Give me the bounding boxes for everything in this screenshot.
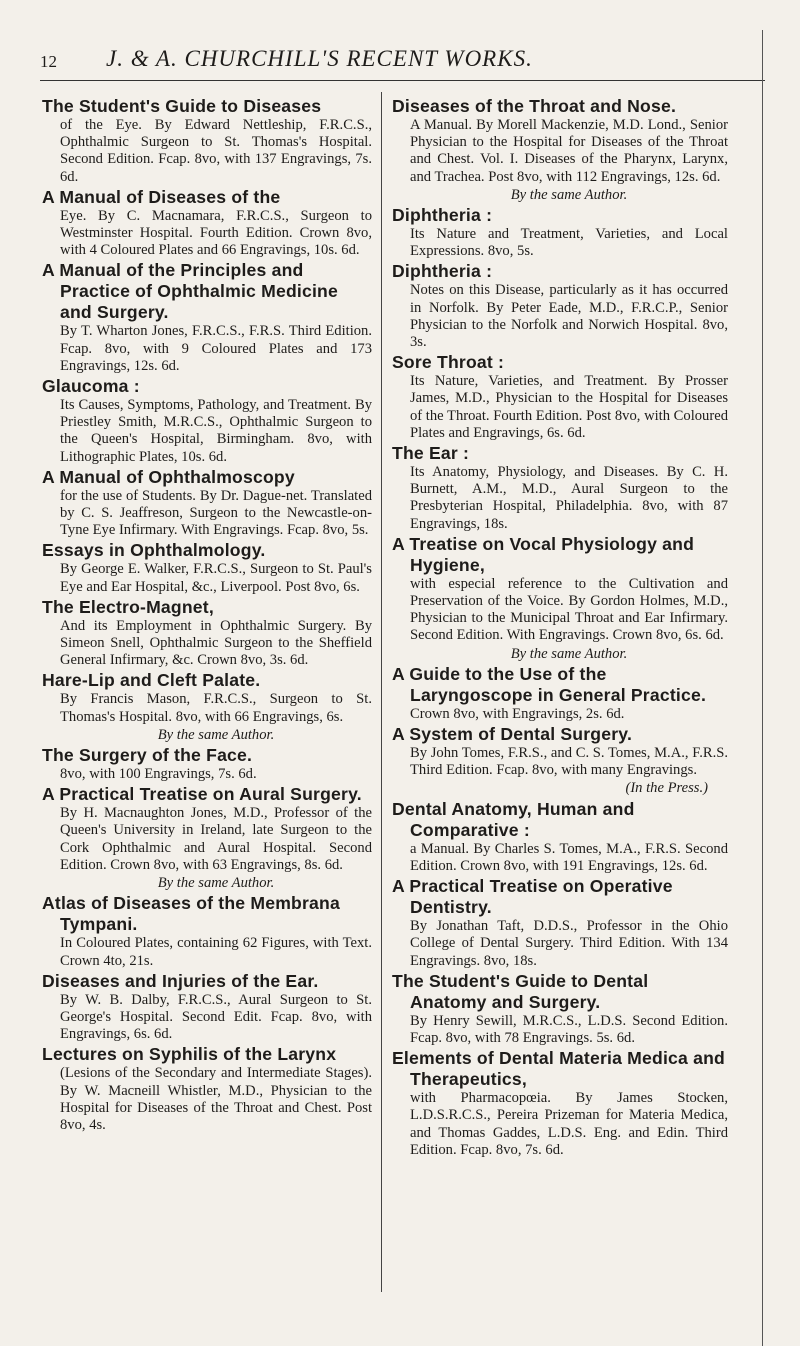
book-description: By George E. Walker, F.R.C.S., Surgeon to St. Paul's Eye and Ear Hospital, &c., Liverpool. Post 8vo, 6s.: [60, 561, 372, 595]
book-title-text: Essays in Ophthalmology.: [42, 540, 266, 561]
book-title: [392, 664, 728, 706]
book-title: [42, 260, 372, 323]
book-title: [42, 745, 372, 766]
book-description: Its Anatomy, Physiology, and Diseases. By C. H. Burnett, A.M., M.D., Aural Surgeon to the Presbyterian Hospital, Philadelphia. 8vo, with 87 Engravings, 18s.: [410, 464, 728, 532]
book-description: (Lesions of the Secondary and Intermediate Stages). By W. Macneill Whistler, M.D., Physician to the Hospital for Diseases of the Throat and Chest. Post 8vo, 4s.: [60, 1065, 372, 1133]
book-description: with especial reference to the Cultivation and Preservation of the Voice. By Gordon Holmes, M.D., Physician to the Municipal Throat and Ear Infirmary. Second Edition. With Engravings. Crown 8vo, 6s. 6d.: [410, 575, 728, 644]
book-title-text: Hare-Lip and Cleft Palate.: [42, 670, 261, 691]
catalogue-entry: [42, 784, 372, 874]
book-title: [42, 1044, 372, 1065]
book-title: [42, 467, 372, 488]
page-number: 12: [40, 52, 57, 71]
book-title-text: The Surgery of the Face.: [42, 745, 253, 766]
catalogue-entry: [392, 261, 728, 351]
book-description: for the use of Students. By Dr. Dague-net. Translated by C. S. Jeaffreson, Surgeon to the Newcastle-on-Tyne Eye Infirmary. With Engravings. Fcap. 8vo, 5s.: [60, 487, 372, 539]
book-title-text: A Manual of the Principles and Practice of Ophthalmic Medicine and Surgery.: [42, 260, 338, 323]
book-title: [392, 534, 728, 576]
catalogue-entry: [392, 780, 728, 797]
book-description: By Jonathan Taft, D.D.S., Professor in the Ohio College of Dental Surgery. Third Edition. With 134 Engravings. 8vo, 18s.: [410, 918, 728, 969]
left-column: [42, 96, 372, 1135]
book-title-text: Atlas of Diseases of the Membrana Tympani.: [42, 893, 340, 935]
book-title-text: The Electro-Magnet,: [42, 596, 214, 617]
book-description: Eye. By C. Macnamara, F.R.C.S., Surgeon to Westminster Hospital. Fourth Edition. Crown 8vo, with 4 Coloured Plates and 66 Engravings, 10s. 6d.: [60, 207, 372, 259]
book-title-text: The Student's Guide to Dental Anatomy and Surgery.: [392, 970, 649, 1012]
book-title-text: Glaucoma :: [42, 376, 140, 397]
book-description: By H. Macnaughton Jones, M.D., Professor of the Queen's University in Ireland, late Surgeon to the Cork Ophthalmic and Aural Hospital. Second Edition. Crown 8vo, with 63 Engravings, 8s. 6d.: [60, 805, 372, 873]
catalogue-entry: [392, 443, 728, 533]
book-description: A Manual. By Morell Mackenzie, M.D. Lond., Senior Physician to the Hospital for Diseases of the Throat and Chest. Vol. I. Diseases of the Pharynx, Larynx, and Trachea. Post 8vo, with 112 Engravings, 12s. 6d.: [410, 117, 728, 185]
book-title: [42, 784, 372, 805]
book-title-text: The Ear :: [392, 443, 470, 464]
book-description: By W. B. Dalby, F.R.C.S., Aural Surgeon to St. George's Hospital. Second Edit. Fcap. 8vo, with Engravings, 6s. 6d.: [60, 991, 372, 1043]
book-description: a Manual. By Charles S. Tomes, M.A., F.R.S. Second Edition. Crown 8vo, with 191 Engravings, 12s. 6d.: [410, 840, 728, 874]
book-title: [392, 1048, 728, 1090]
catalogue-entry: [42, 745, 372, 783]
same-author-note: By the same Author.: [510, 186, 628, 203]
book-title: [42, 597, 372, 618]
book-description: Its Causes, Symptoms, Pathology, and Treatment. By Priestley Smith, M.R.C.S., Ophthalmic Surgeon to the Queen's Hospital, Birmingham. 8vo, with Lithographic Plates, 10s. 6d.: [60, 397, 372, 465]
book-description: Crown 8vo, with Engravings, 2s. 6d.: [410, 705, 625, 722]
catalogue-entry: [42, 893, 372, 969]
book-title-text: A Practical Treatise on Aural Surgery.: [42, 784, 362, 805]
book-title: [42, 540, 372, 561]
book-description: Its Nature and Treatment, Varieties, and Local Expressions. 8vo, 5s.: [410, 226, 728, 260]
catalogue-entry: [392, 971, 728, 1047]
book-description: Its Nature, Varieties, and Treatment. By Prosser James, M.D., Physician to the Hospital for Diseases of the Throat. Fourth Edition. Post 8vo, with Coloured Plates and Engravings, 6s. 6d.: [410, 373, 728, 441]
book-title: [392, 799, 728, 841]
catalogue-entry: [42, 467, 372, 540]
book-title-text: A Guide to the Use of the Laryngoscope in General Practice.: [392, 663, 707, 705]
book-title-text: Dental Anatomy, Human and Comparative :: [392, 798, 635, 840]
in-press-note: (In the Press.): [625, 780, 708, 797]
catalogue-entry: [392, 534, 728, 645]
book-description: of the Eye. By Edward Nettleship, F.R.C.S., Ophthalmic Surgeon to St. Thomas's Hospital. Second Edition. Fcap. 8vo, with 137 Engravings, 7s. 6d.: [60, 117, 372, 185]
book-title-text: Diseases of the Throat and Nose.: [392, 96, 677, 116]
catalogue-entry: [42, 1044, 372, 1134]
catalogue-entry: [392, 664, 728, 723]
book-title-text: The Student's Guide to Diseases: [42, 96, 322, 116]
catalogue-entry: [392, 1048, 728, 1159]
book-title: [42, 96, 372, 117]
book-description: with Pharmacopœia. By James Stocken, L.D.S.R.C.S., Pereira Prizeman for Materia Medica, and Thomas Gaddes, L.D.S. Eng. and Edin. Third Edition. Fcap. 8vo, 7s. 6d.: [410, 1090, 728, 1158]
catalogue-entry: [42, 260, 372, 375]
catalogue-entry: [42, 971, 372, 1044]
book-title: [392, 261, 728, 282]
book-title-text: A System of Dental Surgery.: [392, 724, 633, 745]
book-title-text: Lectures on Syphilis of the Larynx: [42, 1044, 337, 1065]
same-author-note: By the same Author.: [510, 645, 628, 662]
catalogue-entry: [392, 799, 728, 875]
catalogue-entry: [42, 187, 372, 260]
book-description: In Coloured Plates, containing 62 Figures, with Text. Crown 4to, 21s.: [60, 935, 372, 969]
book-description: 8vo, with 100 Engravings, 7s. 6d.: [60, 766, 257, 783]
catalogue-entry: [42, 597, 372, 670]
page-edge-rule: [762, 30, 763, 1346]
book-description: Notes on this Disease, particularly as it has occurred in Norfolk. By Peter Eade, M.D., F.R.C.P., Senior Physician to the Norfolk and Norwich Hospital. 8vo, 3s.: [410, 282, 728, 351]
catalogue-entry: [42, 376, 372, 466]
book-title: [42, 971, 372, 992]
book-title-text: A Manual of Ophthalmoscopy: [42, 466, 295, 487]
book-description: By T. Wharton Jones, F.R.C.S., F.R.S. Third Edition. Fcap. 8vo, with 9 Coloured Plates and 173 Engravings, 12s. 6d.: [60, 323, 372, 374]
book-title-text: A Treatise on Vocal Physiology and Hygiene,: [392, 533, 695, 575]
same-author-note: By the same Author.: [157, 875, 275, 892]
book-title: [392, 876, 728, 918]
catalogue-entry: [392, 646, 728, 663]
book-description: By Henry Sewill, M.R.C.S., L.D.S. Second Edition. Fcap. 8vo, with 78 Engravings. 5s. 6d.: [410, 1012, 728, 1046]
book-title: [42, 670, 372, 691]
book-title-text: Elements of Dental Materia Medica and Therapeutics,: [392, 1048, 725, 1090]
book-title-text: Diseases and Injuries of the Ear.: [42, 970, 319, 991]
right-column: [392, 96, 728, 1160]
catalogue-entry: [42, 875, 372, 892]
book-title-text: A Manual of Diseases of the: [42, 186, 281, 207]
book-title: [392, 724, 728, 745]
catalogue-entry: [42, 540, 372, 595]
catalogue-entry: [392, 187, 728, 204]
book-title: [42, 187, 372, 208]
catalogue-entry: [392, 352, 728, 442]
book-title: [392, 96, 728, 117]
book-title: [392, 205, 728, 226]
same-author-note: By the same Author.: [157, 726, 275, 743]
book-title-text: Sore Throat :: [392, 352, 505, 373]
catalogue-entry: [392, 96, 728, 186]
book-title: [392, 971, 728, 1013]
book-title: [42, 893, 372, 935]
book-title: [392, 352, 728, 373]
catalogue-entry: [42, 727, 372, 744]
catalogue-entry: [392, 724, 728, 779]
book-description: And its Employment in Ophthalmic Surgery. By Simeon Snell, Ophthalmic Surgeon to the Sheffield General Infirmary, &c. Crown 8vo, 3s. 6d.: [60, 617, 372, 669]
running-head: [40, 46, 760, 78]
book-title-text: A Practical Treatise on Operative Dentistry.: [392, 876, 673, 918]
column-divider: [381, 92, 382, 1292]
book-title: [392, 443, 728, 464]
running-head-title: J. & A. CHURCHILL'S RECENT WORKS.: [106, 46, 533, 71]
catalogue-entry: [392, 876, 728, 970]
catalogue-entry: [392, 205, 728, 260]
book-description: By Francis Mason, F.R.C.S., Surgeon to St. Thomas's Hospital. 8vo, with 66 Engravings, 6s.: [60, 691, 372, 725]
book-title: [42, 376, 372, 397]
header-rule: [40, 80, 765, 81]
book-title-text: Diphtheria :: [392, 205, 493, 226]
book-title-text: Diphtheria :: [392, 261, 493, 282]
catalogue-entry: [42, 96, 372, 186]
book-description: By John Tomes, F.R.S., and C. S. Tomes, M.A., F.R.S. Third Edition. Fcap. 8vo, with many Engravings.: [410, 745, 728, 779]
catalogue-entry: [42, 670, 372, 725]
